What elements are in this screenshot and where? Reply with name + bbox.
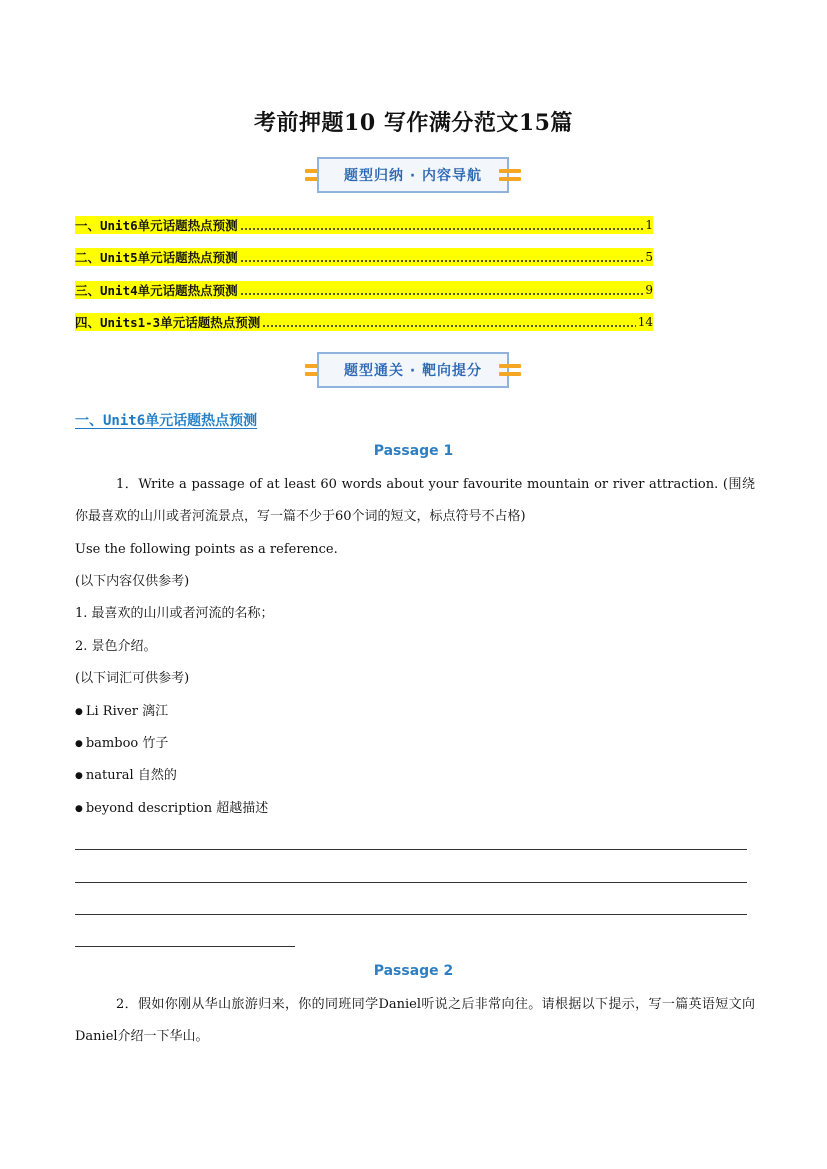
passage-2-question: 2．假如你刚从华山旅游归来，你的同班同学Daniel听说之后非常向往。请根据以下提示，写一篇英语短文向Daniel介绍一下华山。 [75,997,755,1044]
toc-leader [240,228,644,230]
answer-line[interactable] [75,849,747,850]
toc-page: 9 [645,283,653,297]
vocab-item: ● natural 自然的 [75,767,177,786]
toc-label: 三、Unit4单元话题热点预测 [75,283,238,298]
banner-right-decoration [499,362,521,378]
passage-1-ref-content: (以下内容仅供参考) [75,574,190,589]
toc-page: 5 [645,250,653,264]
answer-line[interactable] [75,946,295,947]
toc-page: 14 [637,315,653,329]
toc-entry-4[interactable] [75,313,653,331]
passage-1-ref-vocab: (以下词汇可供参考) [75,671,190,686]
toc-leader [262,325,636,327]
toc-label: 一、Unit6单元话题热点预测 [75,218,238,233]
banner-right-decoration [499,167,521,183]
passage-1-point-1: 1. 最喜欢的山川或者河流的名称； [75,606,274,621]
banner-content-nav [305,157,521,193]
banner-label: 题型归纳 · 内容导航 [317,157,509,193]
toc-entry-1[interactable] [75,216,653,234]
vocab-item: ● beyond description 超越描述 [75,800,268,819]
toc-label: 四、Units1-3单元话题热点预测 [75,315,261,330]
toc-page: 1 [645,218,653,232]
answer-line[interactable] [75,882,747,883]
answer-line[interactable] [75,914,747,915]
section-heading[interactable]: 一、Unit6单元话题热点预测 [75,413,258,429]
toc-label: 二、Unit5单元话题热点预测 [75,250,238,265]
toc-entry-2[interactable] [75,248,653,266]
vocab-item: ● bamboo 竹子 [75,735,168,754]
toc-leader [240,293,644,295]
passage-2-title: Passage 2 [373,963,454,979]
banner-practice [305,352,521,388]
passage-1-question: 1．Write a passage of at least 60 words about your favourite mountain or river attraction. (围绕你最喜欢的山川或者河流景点，写一篇不少于60个词的短文，标点符号不占格) [75,477,755,524]
toc-entry-3[interactable] [75,281,653,299]
vocab-item: ● Li River 漓江 [75,703,168,722]
toc-leader [240,260,644,262]
passage-1-use-points: Use the following points as a reference. [75,542,338,557]
passage-1-title: Passage 1 [373,443,454,459]
passage-1-point-2: 2. 景色介绍。 [75,639,157,654]
banner-label: 题型通关 · 靶向提分 [317,352,509,388]
page-title: 考前押题10 写作满分范文15篇 [254,110,573,136]
